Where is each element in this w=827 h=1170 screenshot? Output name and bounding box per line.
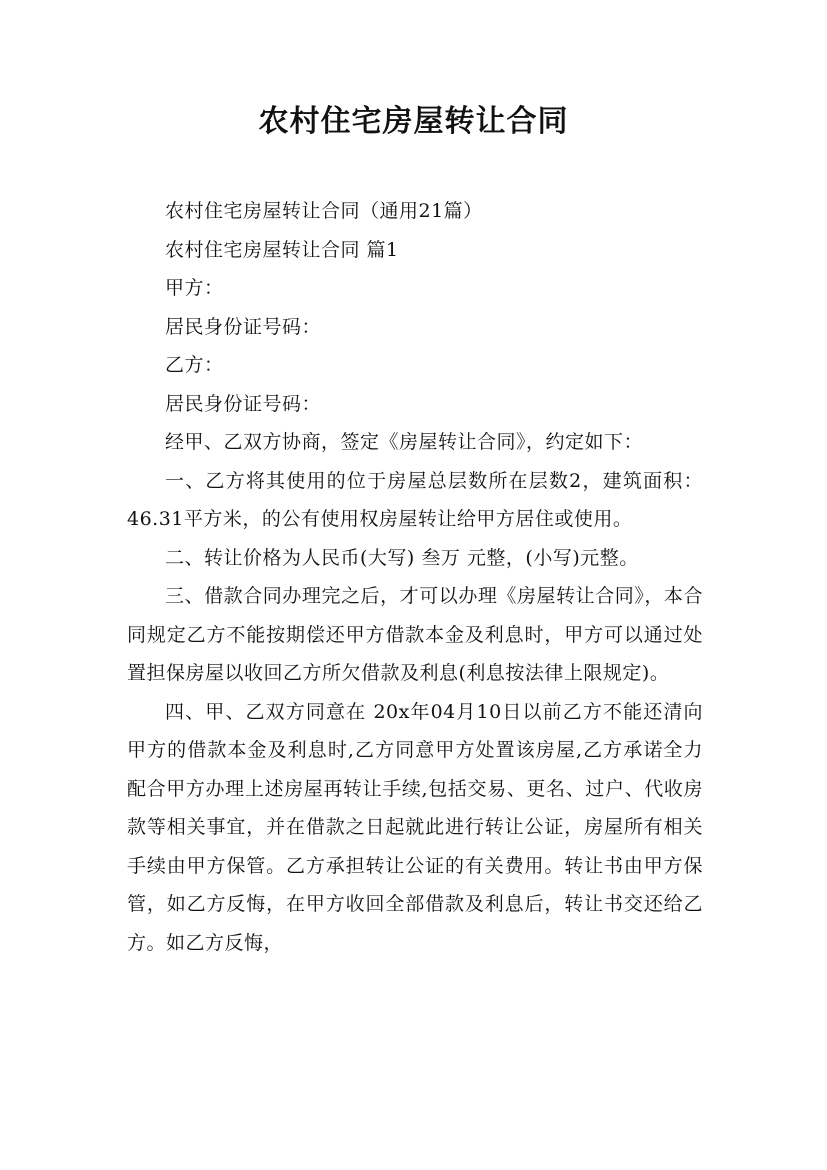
- paragraph-heading: 农村住宅房屋转让合同（通用21篇）: [165, 200, 483, 222]
- paragraph-party-a-id: 居民身份证号码：: [165, 315, 322, 338]
- paragraph-clause-2: 二、转让价格为人民币(大写) 叁万 元整，(小写)元整。: [165, 546, 639, 569]
- paragraph-party-b-id: 居民身份证号码：: [165, 392, 322, 415]
- paragraph-clause-4: 四、甲、乙双方同意在 20x年04月10日以前乙方不能还清向甲方的借款本金及利息时,乙方同意甲方处置该房屋,乙方承诺全力配合甲方办理上述房屋再转让手续,包括交易、更名、过户、代收房款等相关事宜，并在借款之日起就此进行转让公证，房屋所有相关手续由甲方保管。乙方承担转让公证的有关费用。转让书由甲方保管，如乙方反悔，在甲方收回全部借款及利息后，转让书交还给乙方。如乙方反悔，: [127, 700, 703, 954]
- paragraph-subheading: 农村住宅房屋转让合同 篇1: [165, 238, 399, 261]
- paragraph-party-a: 甲方：: [165, 277, 224, 299]
- paragraph-clause-1: 一、乙方将其使用的位于房屋总层数所在层数2，建筑面积：46.31平方米，的公有使用权房屋转让给甲方居住或使用。: [127, 469, 703, 530]
- paragraph-party-b: 乙方：: [165, 354, 224, 376]
- paragraph-agreement-intro: 经甲、乙双方协商，签定《房屋转让合同》，约定如下：: [165, 431, 644, 453]
- document-title: 农村住宅房屋转让合同: [258, 104, 569, 139]
- document-body: [127, 192, 703, 962]
- paragraph-clause-3: 三、借款合同办理完之后，才可以办理《房屋转让合同》，本合同规定乙方不能按期偿还甲方借款本金及利息时，甲方可以通过处置担保房屋以收回乙方所欠借款及利息(利息按法律上限规定)。: [127, 585, 703, 684]
